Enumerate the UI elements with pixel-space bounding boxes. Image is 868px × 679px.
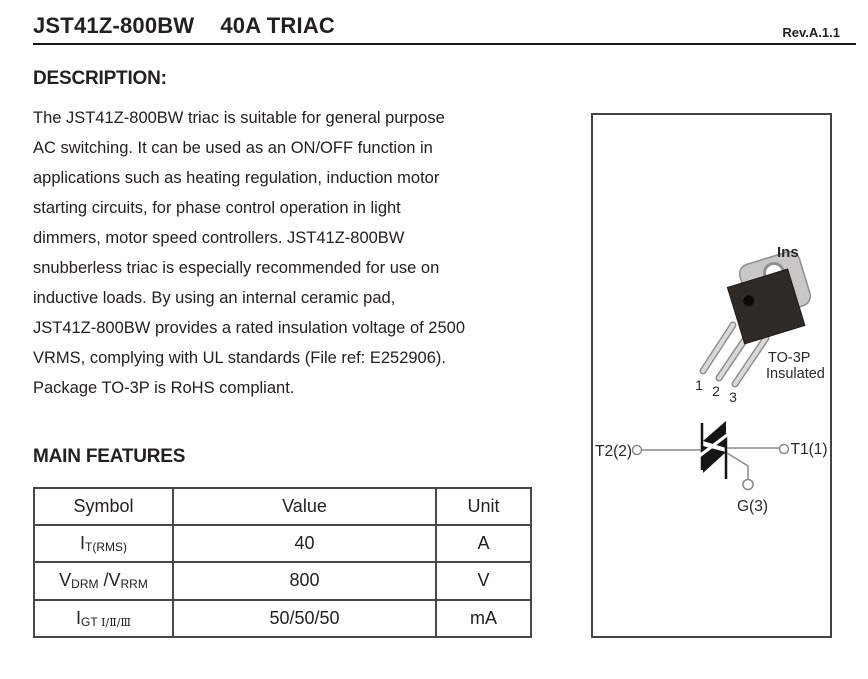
package-name-label: TO-3P: [768, 350, 811, 366]
package-figure: [593, 115, 830, 636]
table-header-row: [34, 488, 531, 525]
description-paragraph: [33, 103, 465, 403]
description-line: AC switching. It can be used as an ON/OFF function in: [33, 139, 433, 157]
symbol-cell: [34, 562, 173, 599]
part-type: 40A TRIAC: [220, 13, 336, 38]
value-cell: 50/50/50: [173, 600, 436, 637]
description-line: JST41Z-800BW provides a rated insulation voltage of 2500: [33, 319, 465, 337]
header-divider: [33, 43, 856, 45]
terminal-gate-node: [743, 480, 753, 490]
symbol-segment: I: [75, 607, 81, 628]
symbol-segment: V: [59, 570, 72, 591]
table-row: [34, 525, 531, 562]
pin-label-2: 2: [712, 383, 720, 399]
pin-label-1: 1: [695, 377, 703, 393]
terminal-gate-label: G(3): [737, 498, 768, 515]
symbol-segment: GT: [81, 614, 98, 629]
description-line: starting circuits, for phase control operation in light: [33, 199, 401, 217]
symbol-segment: Ⅰ/Ⅱ/Ⅲ: [97, 615, 132, 629]
column-header-unit: Unit: [436, 488, 531, 525]
symbol-segment: I: [79, 533, 85, 554]
symbol-segment: T(RMS): [85, 540, 127, 555]
to3p-package-drawing: [695, 244, 825, 405]
triac-schematic: [595, 421, 828, 515]
terminal-t2-node: [633, 446, 642, 455]
symbol-cell: [34, 600, 173, 637]
symbol-segment: RRM: [120, 577, 148, 592]
gate-lead-line: [727, 453, 748, 479]
package-panel: [591, 113, 832, 638]
unit-cell: V: [436, 562, 531, 599]
column-header-value: Value: [173, 488, 436, 525]
description-line: dimmers, motor speed controllers. JST41Z-800BW: [33, 229, 405, 247]
features-table-body: [34, 525, 531, 637]
description-line: The JST41Z-800BW triac is suitable for general purpose: [33, 109, 445, 127]
pin-label-3: 3: [729, 389, 737, 405]
main-features-heading: MAIN FEATURES: [33, 446, 186, 467]
page-title: [33, 13, 335, 39]
terminal-t1-node: [780, 445, 789, 454]
revision-label: Rev.A.1.1: [782, 25, 840, 40]
value-cell: 40: [173, 525, 436, 562]
description-line: VRMS, complying with UL standards (File ref: E252906).: [33, 349, 446, 367]
features-table: [33, 487, 532, 638]
description-heading: DESCRIPTION:: [33, 68, 167, 89]
unit-cell: A: [436, 525, 531, 562]
terminal-t1-label: T1(1): [790, 441, 828, 458]
symbol-segment: DRM: [71, 577, 99, 592]
part-number: JST41Z-800BW: [33, 13, 195, 38]
package-sub-label: Insulated: [766, 366, 825, 382]
description-line: applications such as heating regulation, induction motor: [33, 169, 440, 187]
terminal-t2-label: T2(2): [595, 443, 633, 460]
symbol-segment: /V: [98, 570, 121, 591]
unit-cell: mA: [436, 600, 531, 637]
table-row: [34, 600, 531, 637]
symbol-cell: [34, 525, 173, 562]
description-line: snubberless triac is especially recommended for use on: [33, 259, 440, 277]
description-line: inductive loads. By using an internal ceramic pad,: [33, 289, 396, 307]
column-header-symbol: Symbol: [34, 488, 173, 525]
value-cell: 800: [173, 562, 436, 599]
description-line: Package TO-3P is RoHS compliant.: [33, 379, 295, 397]
table-row: [34, 562, 531, 599]
ins-label: Ins: [777, 244, 799, 261]
